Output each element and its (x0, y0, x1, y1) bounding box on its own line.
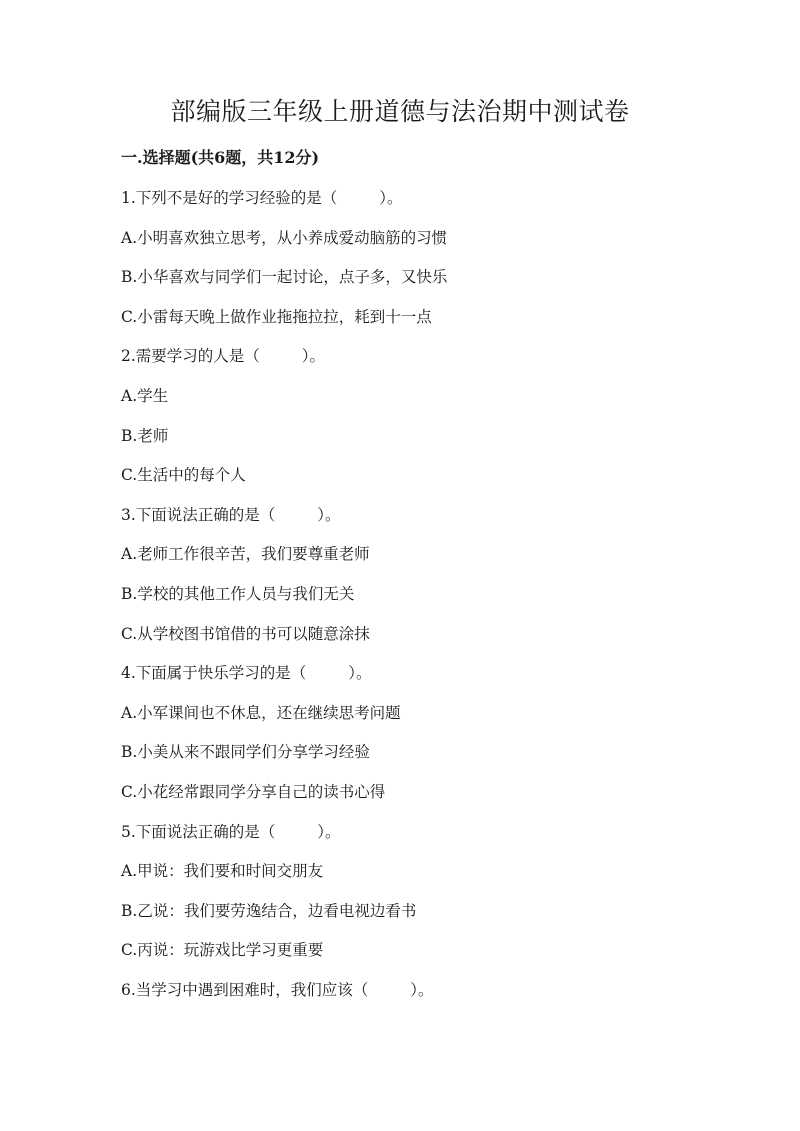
option-b: B.老师 (121, 426, 169, 445)
question-stem-end: ）。 (410, 980, 434, 999)
option-c: C.小雷每天晚上做作业拖拖拉拉，耗到十一点 (121, 307, 432, 326)
question-stem (121, 503, 741, 543)
question-stem-end: ）。 (348, 664, 372, 683)
option-a: A.小明喜欢独立思考，从小养成爱动脑筋的习惯 (121, 228, 448, 247)
question-stem-text: 6.当学习中遇到困难时，我们应该（ (121, 980, 369, 999)
question-list (121, 186, 741, 1017)
section-heading: 一.选择题(共6题，共12分) (121, 148, 320, 167)
option-c: C.从学校图书馆借的书可以随意涂抹 (121, 624, 370, 643)
option-c: C.生活中的每个人 (121, 466, 246, 485)
question-stem (121, 820, 741, 860)
question-stem (121, 344, 741, 384)
option-c: C.小花经常跟同学分享自己的读书心得 (121, 782, 386, 801)
question-stem-end: ）。 (317, 505, 341, 524)
page-title: 部编版三年级上册道德与法治期中测试卷 (170, 97, 630, 126)
question-stem-text: 2.需要学习的人是（ (121, 347, 260, 366)
option-b: B.乙说：我们要劳逸结合，边看电视边看书 (121, 901, 417, 920)
question-stem (121, 978, 741, 1018)
option-b: B.小美从来不跟同学们分享学习经验 (121, 743, 370, 762)
option-a: A.学生 (121, 386, 169, 405)
question-stem-text: 3.下面说法正确的是（ (121, 505, 276, 524)
option-a: A.甲说：我们要和时间交朋友 (121, 862, 324, 881)
question-stem-text: 5.下面说法正确的是（ (121, 822, 276, 841)
question-stem-text: 4.下面属于快乐学习的是（ (121, 664, 307, 683)
question-stem-text: 1.下列不是好的学习经验的是（ (121, 189, 338, 207)
question-stem-end: ）。 (317, 822, 341, 841)
question-stem (121, 661, 741, 701)
option-c: C.丙说：玩游戏比学习更重要 (121, 941, 324, 960)
question-stem (121, 186, 741, 226)
option-b: B.学校的其他工作人员与我们无关 (121, 584, 355, 603)
option-a: A.老师工作很辛苦，我们要尊重老师 (121, 545, 370, 564)
option-b: B.小华喜欢与同学们一起讨论，点子多，又快乐 (121, 268, 448, 287)
question-stem-end: ）。 (301, 347, 326, 366)
question-stem-end: ）。 (379, 189, 403, 207)
option-a: A.小军课间也不休息，还在继续思考问题 (121, 703, 401, 722)
